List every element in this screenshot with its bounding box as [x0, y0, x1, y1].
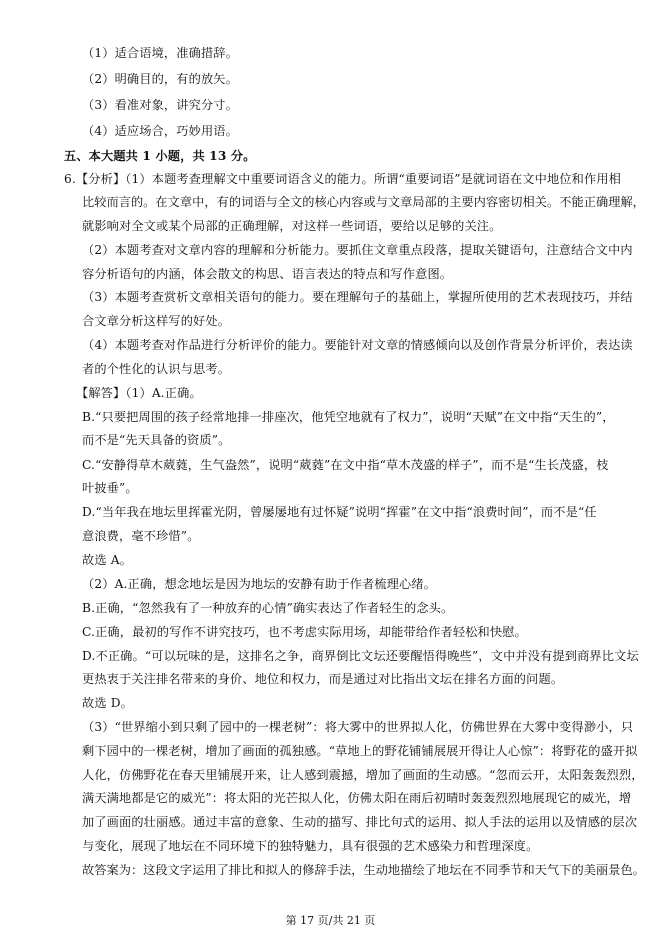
list-item-4: （4）适应场合，巧妙用语。 — [82, 124, 238, 138]
text-line: 而不是“先天具备的资质”。 — [82, 433, 231, 447]
list-item-3: （3）看准对象，讲究分寸。 — [82, 98, 238, 112]
text-line: 比较而言的。在文章中，有的词语与全文的核心内容或与文章局部的主要内容密切相关。不能正确理解， — [82, 195, 645, 209]
text-line: 故选 D。 — [82, 696, 133, 710]
text-line: 叶披垂”。 — [82, 481, 138, 495]
text-line: （4）本题考查对作品进行分析评价的能力。要能针对文章的情感倾向以及创作背景分析评价，表达读 — [82, 338, 633, 352]
text-line: C.“安静得草木葳蕤，生气盎然”，说明“葳蕤”在文中指“草木茂盛的样子”，而不是“生长茂盛，枝 — [82, 458, 609, 472]
text-line: B.正确，“忽然我有了一种放弃的心情”确实表达了作者轻生的念头。 — [82, 601, 454, 615]
answer-heading: 【解答】（1）A.正确。 — [76, 386, 202, 400]
text-line: 与变化，展现了地坛在不同环境下的独特魅力，具有很强的艺术感染力和哲理深度。 — [82, 839, 539, 853]
list-item-1: （1）适合语境，准确措辞。 — [82, 46, 238, 60]
page-number: 第 17 页/共 21 页 — [285, 914, 376, 927]
text-line: （3）“世界缩小到只剩了园中的一棵老树”：将大雾中的世界拟人化，仿佛世界在大雾中变得渺小，只 — [82, 720, 634, 734]
text-line: C.正确，最初的写作不讲究技巧，也不考虑实际用场，却能带给作者轻松和快慰。 — [82, 625, 527, 639]
text-line: （3）本题考查赏析文章相关语句的能力。要在理解句子的基础上，掌握所使用的艺术表现技巧，并结 — [82, 290, 633, 304]
text-line: D.“当年我在地坛里挥霍光阴，曾屡屡地有过怀疑”说明“挥霍”在文中指“浪费时间”，而不是“任 — [82, 505, 597, 519]
text-line: B.“只要把周围的孩子经常地排一排座次，他凭空地就有了权力”，说明“天赋”在文中指“天生的”， — [82, 410, 615, 424]
text-line: （2）本题考查对文章内容的理解和分析能力。要抓住文章重点段落，提取关键语句，注意结合文中内 — [82, 243, 633, 257]
list-item-2: （2）明确目的，有的放矢。 — [82, 72, 238, 86]
text-line: 满天满地都是它的威光”：将太阳的光芒拟人化，仿佛太阳在雨后初晴时轰轰烈烈地展现它的威光，增 — [82, 791, 632, 805]
text-line: （2）A.正确，想念地坛是因为地坛的安静有助于作者梳理心绪。 — [82, 577, 436, 591]
text-line: 者的个性化的认识与思考。 — [82, 362, 231, 376]
text-line: 容分析语句的内涵，体会散文的构思、语言表达的特点和写作意图。 — [82, 267, 453, 281]
text-line: 就影响对全文或某个局部的正确理解，对这样一些词语，要给以足够的关注。 — [82, 219, 502, 233]
text-line: 剩下园中的一棵老树，增加了画面的孤独感。“草地上的野花铺铺展展开得让人心惊”：将野花的盛开拟 — [82, 744, 638, 758]
text-line: 故选 A。 — [82, 553, 132, 567]
text-line: 人化，仿佛野花在春天里铺展开来，让人感到震撼，增加了画面的生动感。“忽而云开，太阳轰轰烈烈， — [82, 768, 644, 782]
text-line: 意浪费，毫不珍惜”。 — [82, 529, 200, 543]
section-heading: 五、本大题共 1 小题，共 13 分。 — [64, 149, 256, 163]
text-line: 更热衷于关注排名带来的身价、地位和权力，而是通过对比指出文坛在排名方面的问题。 — [82, 672, 564, 686]
text-line: 6.【分析】（1）本题考查理解文中重要词语含义的能力。所谓“重要词语”是就词语在文中地位和作用相 — [64, 172, 622, 186]
text-line: 故答案为：这段文字运用了排比和拟人的修辞手法，生动地描绘了地坛在不同季节和天气下的美丽景色。 — [82, 863, 645, 877]
text-line: 加了画面的壮丽感。通过丰富的意象、生动的描写、排比句式的运用、拟人手法的运用以及情感的层次 — [82, 815, 638, 829]
text-line: D.不正确。“可以玩味的是，这排名之争，商界倒比文坛还要醒悟得晚些”，文中并没有提到商界比文坛 — [82, 649, 639, 663]
text-line: 合文章分析这样写的好处。 — [82, 314, 231, 328]
